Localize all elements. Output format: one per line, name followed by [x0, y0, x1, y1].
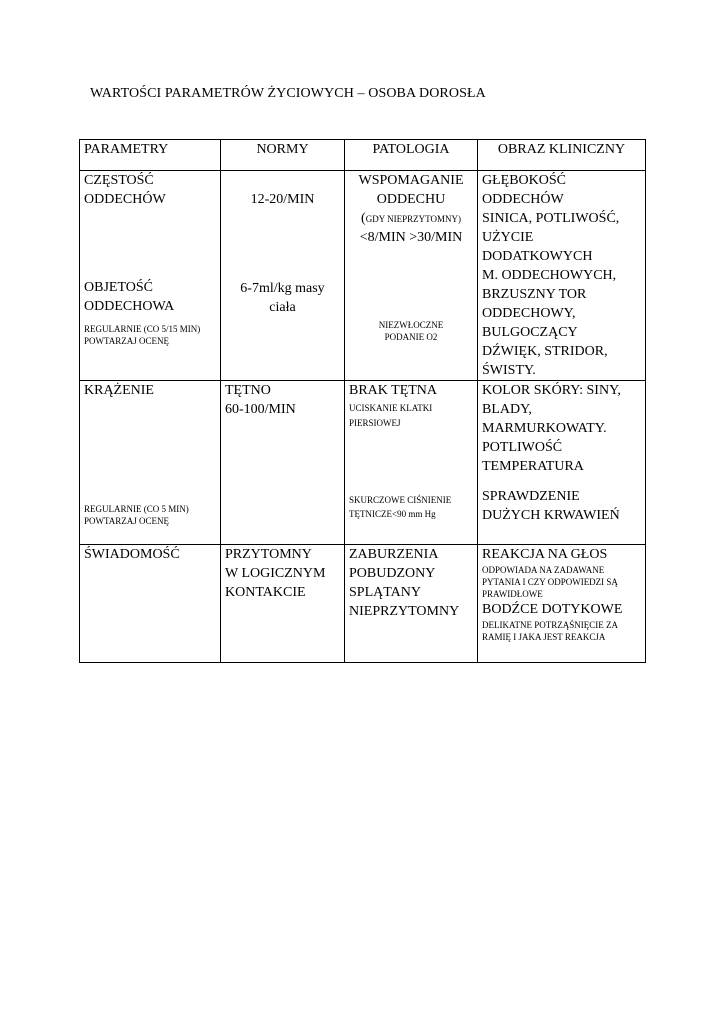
pathology-note: NIEZWŁOCZNE	[378, 320, 444, 330]
table-row-circulation	[80, 381, 646, 545]
clinical-line: DŹWIĘK, STRIDOR,	[482, 344, 608, 359]
pathology-note: PODANIE O2	[384, 332, 438, 342]
clinical-detail: RAMIĘ I JAKA JEST REAKCJA	[482, 632, 606, 642]
param-label: ODDECHÓW	[84, 192, 166, 207]
cell-consciousness-pathology	[345, 545, 478, 663]
table-row-consciousness	[80, 545, 646, 663]
norm-value: PRZYTOMNY	[225, 547, 312, 562]
pathology-label: NIEPRZYTOMNY	[349, 604, 460, 619]
clinical-line: DUŻYCH KRWAWIEŃ	[482, 508, 620, 523]
clinical-detail: PYTANIA I CZY ODPOWIEDZI SĄ	[482, 577, 618, 587]
header-normy: NORMY	[221, 140, 345, 171]
header-patologia: PATOLOGIA	[345, 140, 478, 171]
cell-consciousness-param	[80, 545, 221, 663]
header-parametry: PARAMETRY	[80, 140, 221, 171]
cell-circulation-norm	[221, 381, 345, 545]
clinical-line: POTLIWOŚĆ	[482, 440, 563, 455]
norm-value: ciała	[269, 300, 296, 315]
param-label: OBJETOŚĆ	[84, 280, 153, 295]
clinical-line: ODDECHOWY,	[482, 306, 576, 321]
pathology-rate: <8/MIN >30/MIN	[359, 230, 463, 245]
vital-parameters-table	[79, 139, 646, 663]
param-label: ODDECHOWA	[84, 299, 175, 314]
pathology-note: TĘTNICZE<90 mm Hg	[349, 509, 436, 519]
norm-value: W LOGICZNYM	[225, 566, 326, 581]
param-label: KRĄŻENIE	[84, 383, 154, 398]
param-label: CZĘSTOŚĆ	[84, 173, 154, 188]
cell-breathing-norm	[221, 171, 345, 381]
norm-value: KONTAKCIE	[225, 585, 306, 600]
clinical-line: GŁĘBOKOŚĆ	[482, 173, 567, 188]
note-text: REGULARNIE (CO 5/15 MIN)	[84, 324, 201, 334]
pathology-label: POBUDZONY	[349, 566, 436, 581]
clinical-line: UŻYCIE	[482, 230, 534, 245]
clinical-detail: PRAWIDŁOWE	[482, 589, 543, 599]
clinical-line: BODŹCE DOTYKOWE	[482, 602, 623, 617]
cell-consciousness-clinical	[478, 545, 646, 663]
pathology-detail: PIERSIOWEJ	[349, 418, 401, 428]
table-header-row	[80, 140, 646, 171]
pathology-label: WSPOMAGANIE	[358, 173, 464, 188]
pathology-label: SPLĄTANY	[349, 585, 421, 600]
clinical-line: MARMURKOWATY.	[482, 421, 607, 436]
clinical-detail: ODPOWIADA NA ZADAWANE	[482, 565, 605, 575]
pathology-label: BRAK TĘTNA	[349, 383, 438, 398]
table-row-breathing	[80, 171, 646, 381]
note-text: POWTARZAJ OCENĘ	[84, 336, 170, 346]
pathology-note: SKURCZOWE CIŚNIENIE	[349, 495, 452, 505]
note-text: REGULARNIE (CO 5 MIN)	[84, 504, 189, 514]
clinical-line: TEMPERATURA	[482, 459, 584, 474]
param-label: ŚWIADOMOŚĆ	[84, 547, 180, 562]
clinical-line: ŚWISTY.	[482, 363, 536, 378]
pathology-detail: UCISKANIE KLATKI	[349, 403, 433, 413]
clinical-line: KOLOR SKÓRY: SINY,	[482, 383, 621, 398]
norm-value: 12-20/MIN	[250, 192, 315, 207]
cell-breathing-pathology	[345, 171, 478, 381]
cell-consciousness-norm	[221, 545, 345, 663]
note-text: POWTARZAJ OCENĘ	[84, 516, 170, 526]
pathology-label: ODDECHU	[376, 192, 446, 207]
cell-circulation-pathology	[345, 381, 478, 545]
clinical-line: SPRAWDZENIE	[482, 489, 580, 504]
pathology-label: ZABURZENIA	[349, 547, 439, 562]
pathology-condition: (GDY NIEPRZYTOMNY)	[361, 211, 461, 226]
clinical-line: SINICA, POTLIWOŚĆ,	[482, 211, 620, 226]
norm-value: TĘTNO	[225, 383, 271, 398]
cell-circulation-param	[80, 381, 221, 545]
clinical-line: BULGOCZĄCY	[482, 325, 578, 340]
clinical-detail: DELIKATNE POTRZĄŚNIĘCIE ZA	[482, 620, 618, 630]
cell-breathing-param	[80, 171, 221, 381]
clinical-line: BRZUSZNY TOR	[482, 287, 587, 302]
clinical-line: ODDECHÓW	[482, 192, 564, 207]
document-title: WARTOŚCI PARAMETRÓW ŻYCIOWYCH – OSOBA DOROSŁA	[90, 86, 486, 101]
clinical-line: DODATKOWYCH	[482, 249, 593, 264]
header-obraz-kliniczny: OBRAZ KLINICZNY	[478, 140, 646, 171]
clinical-line: REAKCJA NA GŁOS	[482, 547, 608, 562]
clinical-line: BLADY,	[482, 402, 532, 417]
norm-value: 60-100/MIN	[225, 402, 296, 417]
norm-value: 6-7ml/kg masy	[240, 281, 325, 296]
cell-circulation-clinical	[478, 381, 646, 545]
cell-breathing-clinical	[478, 171, 646, 381]
clinical-line: M. ODDECHOWYCH,	[482, 268, 617, 283]
